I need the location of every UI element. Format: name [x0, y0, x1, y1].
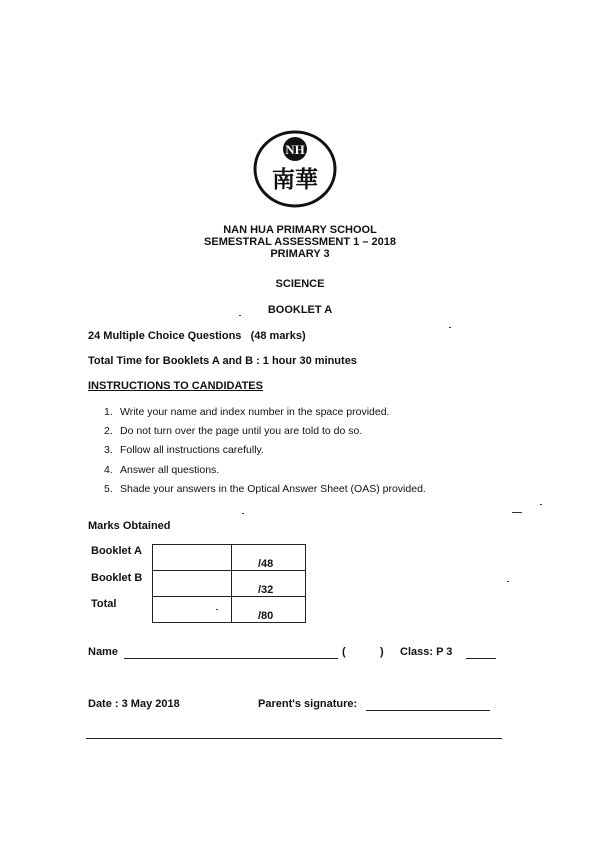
instruction-number: 3.	[104, 444, 113, 457]
max-score-cell: /32	[232, 571, 306, 597]
scan-speck	[242, 513, 244, 514]
max-score-cell: /48	[232, 545, 306, 571]
instruction-text: Answer all questions.	[120, 463, 220, 476]
scan-speck	[540, 504, 542, 505]
questions-info: 24 Multiple Choice Questions (48 marks)	[88, 330, 306, 342]
level-title: PRIMARY 3	[270, 248, 330, 260]
total-label: Total	[91, 598, 117, 610]
booklet-a-label: Booklet A	[91, 545, 142, 557]
booklet-title: BOOKLET A	[267, 304, 333, 316]
school-logo	[250, 128, 340, 210]
instructions-list	[104, 403, 426, 499]
score-cell[interactable]	[153, 545, 232, 571]
scan-speck	[239, 315, 241, 316]
name-class-row	[88, 646, 508, 662]
index-close-paren: )	[380, 646, 384, 658]
instruction-item	[104, 403, 426, 422]
instruction-text: Do not turn over the page until you are told to do so.	[120, 425, 363, 438]
marks-row-total	[153, 597, 306, 623]
scan-speck	[512, 512, 522, 513]
logo-chinese-name: 南華	[272, 167, 318, 193]
parent-signature-label: Parent's signature:	[258, 698, 358, 710]
instruction-number: 1.	[104, 406, 113, 418]
scan-speck	[216, 609, 218, 610]
marks-row-booklet-b	[153, 571, 306, 597]
instruction-number: 2.	[104, 425, 113, 438]
time-info: Total Time for Booklets A and B : 1 hour 30 minutes	[88, 355, 357, 367]
instruction-item	[104, 441, 426, 460]
name-label: Name	[88, 646, 118, 658]
instruction-text: Write your name and index number in the space provided.	[120, 406, 390, 418]
subject-title: SCIENCE	[275, 278, 325, 290]
instruction-number: 5.	[104, 482, 113, 495]
instruction-text: Follow all instructions carefully.	[120, 444, 264, 457]
instruction-item	[104, 422, 426, 441]
instruction-item	[104, 461, 426, 480]
score-cell[interactable]	[153, 597, 232, 623]
booklet-b-label: Booklet B	[91, 572, 143, 584]
name-field-line[interactable]	[124, 658, 338, 659]
instruction-text: Shade your answers in the Optical Answer Sheet (OAS) provided.	[120, 482, 426, 495]
school-name: NAN HUA PRIMARY SCHOOL	[223, 224, 377, 236]
marks-table	[152, 544, 306, 623]
instruction-item	[104, 480, 426, 499]
class-field-line[interactable]	[466, 658, 496, 659]
signature-field-line[interactable]	[366, 710, 490, 711]
date-signature-row	[88, 698, 508, 714]
bottom-rule	[86, 738, 502, 739]
instructions-heading: INSTRUCTIONS TO CANDIDATES	[88, 380, 263, 392]
marks-row-booklet-a	[153, 545, 306, 571]
max-score-cell: /80	[232, 597, 306, 623]
assessment-title: SEMESTRAL ASSESSMENT 1 – 2018	[204, 236, 396, 248]
scan-speck	[449, 327, 451, 328]
class-label: Class: P 3	[400, 646, 453, 658]
instruction-number: 4.	[104, 463, 113, 476]
logo-monogram: NH	[285, 142, 305, 157]
index-open-paren: (	[342, 646, 346, 658]
school-header	[0, 224, 600, 260]
marks-obtained-title: Marks Obtained	[88, 520, 171, 532]
scan-speck	[507, 581, 509, 582]
score-cell[interactable]	[153, 571, 232, 597]
date-label: Date : 3 May 2018	[88, 698, 180, 710]
